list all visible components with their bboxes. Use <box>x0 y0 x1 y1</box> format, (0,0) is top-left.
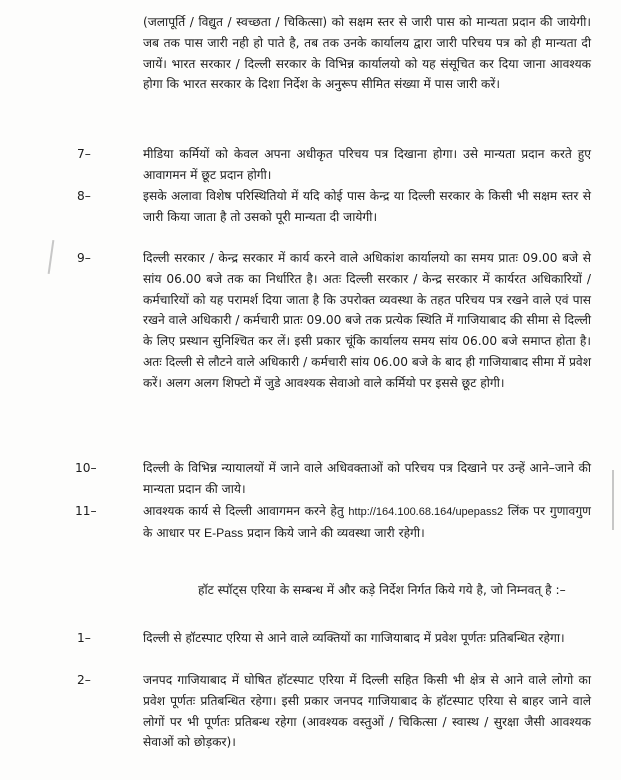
point-11-text-after-1: लिंक पर गुणावगुण के आधार पर <box>143 504 591 540</box>
hotspot-intro: हॉट स्पॉट्स एरिया के सम्बन्ध में और कड़े निर्देश निर्गत किये गये है, जो निम्नवत् है :– <box>198 583 566 597</box>
hotspot-point-2-number: 2– <box>77 673 91 687</box>
point-8-number: 8– <box>77 189 91 203</box>
epass-link-url[interactable]: http://164.100.68.164/upepass2 <box>348 506 504 518</box>
point-10-number: 10– <box>75 461 97 475</box>
point-8-text: इसके अलावा विशेष परिस्थितियो में यदि कोई पास केन्द्र या दिल्ली सरकार के किसी भी सक्षम स्तर से जारी किया जाता है तो उसको पूरी मान्यता दी जायेगी। <box>143 189 591 224</box>
point-9-text: दिल्ली सरकार / केन्द्र सरकार में कार्य करने वाले अधिकांश कार्यालयो का समय प्रातः 09.00 बजे से सांय 06.00 बजे तक का निर्धारित है। अतः दिल्ली सरकार / केन्द्र सरकार में कार्यरत अधिकारियों / कर्मचारियों को यह परामर्श दिया जाता है कि उपरोक्त व्यवस्था के तहत परिचय पत्र रखने वाले एवं पास रखने वाले अधिकारी / कर्मचारी प्रातः 09.00 बजे तक प्रत्येक स्थिति में गाजियाबाद की सीमा से दिल्ली के लिए प्रस्थान सुनिश्चित कर लें। इसी प्रकार चूंकि कार्यालय समय सांय 06.00 बजे समाप्त होता है। अतः दिल्ली से लौटने वाले अधिकारी / कर्मचारी सांय 06.00 बजे के बाद ही गाजियाबाद सीमा में प्रवेश करें। अलग अलग शिफ्टो में जुडे आवश्यक सेवाओ वाले कर्मियो पर इससे छूट होगी। <box>143 251 591 390</box>
epass-label: E-Pass <box>203 525 244 540</box>
scan-artifact-right <box>612 470 614 530</box>
hotspot-point-2-text: जनपद गाजियाबाद में घोषित हॉटस्पाट एरिया में दिल्ली सहित किसी भी क्षेत्र से आने वाले लोगो का प्रवेश पूर्णतः प्रतिबन्धित रहेगा। इसी प्रकार जनपद गाजियाबाद के हॉटस्पाट एरिया से बाहर जाने वाले लोगों पर भी पूर्णतः प्रतिबन्ध रहेगा (आवश्यक वस्तुओं / चिकित्सा / स्वास्थ / सुरक्षा जैसी आवश्यक सेवाओं को छोड़कर)। <box>143 673 591 750</box>
point-11-text <box>143 501 591 544</box>
point-7-text: मीडिया कर्मियों को केवल अपना अधीकृत परिचय पत्र दिखाना होगा। उसे मान्यता प्रदान करते हुए आवागमन में छूट प्रदान होगी। <box>143 147 591 182</box>
point-9-number: 9– <box>77 251 91 265</box>
point-11-text-before: आवश्यक कार्य से दिल्ली आवागमन करने हेतु <box>143 504 344 518</box>
hotspot-point-1-number: 1– <box>77 631 91 645</box>
intro-paragraph: (जलापूर्ति / विद्युत / स्वच्छता / चिकित्सा) को सक्षम स्तर से जारी पास को मान्यता प्रदान की जायेगी। जब तक पास जारी नही हो पाते है, तब तक उनके कार्यालय द्वारा जारी परिचय पत्र को ही मान्यता दी जायें। भारत सरकार / दिल्ली सरकार के विभिन्न कार्यालयो को यह संसूचित कर दिया जाना आवश्यक होगा कि भारत सरकार के दिशा निर्देश के अनुरूप सीमित संख्या में पास जारी करें। <box>143 15 591 92</box>
point-10-text: दिल्ली के विभिन्न न्यायालयों में जाने वाले अधिवक्ताओं को परिचय पत्र दिखाने पर उन्हें आने–जाने की मान्यता प्रदान की जाये। <box>143 461 591 496</box>
scan-artifact-left <box>48 240 55 274</box>
point-11-text-after-2: प्रदान किये जाने की व्यवस्था जारी रहेगी। <box>247 525 425 540</box>
point-11-number: 11– <box>75 504 97 518</box>
point-7-number: 7– <box>77 147 91 161</box>
hotspot-point-1-text: दिल्ली से हॉटस्पाट एरिया से आने वाले व्यक्तियों का गाजियाबाद में प्रवेश पूर्णतः प्रतिबन्धित रहेगा। <box>143 631 565 645</box>
